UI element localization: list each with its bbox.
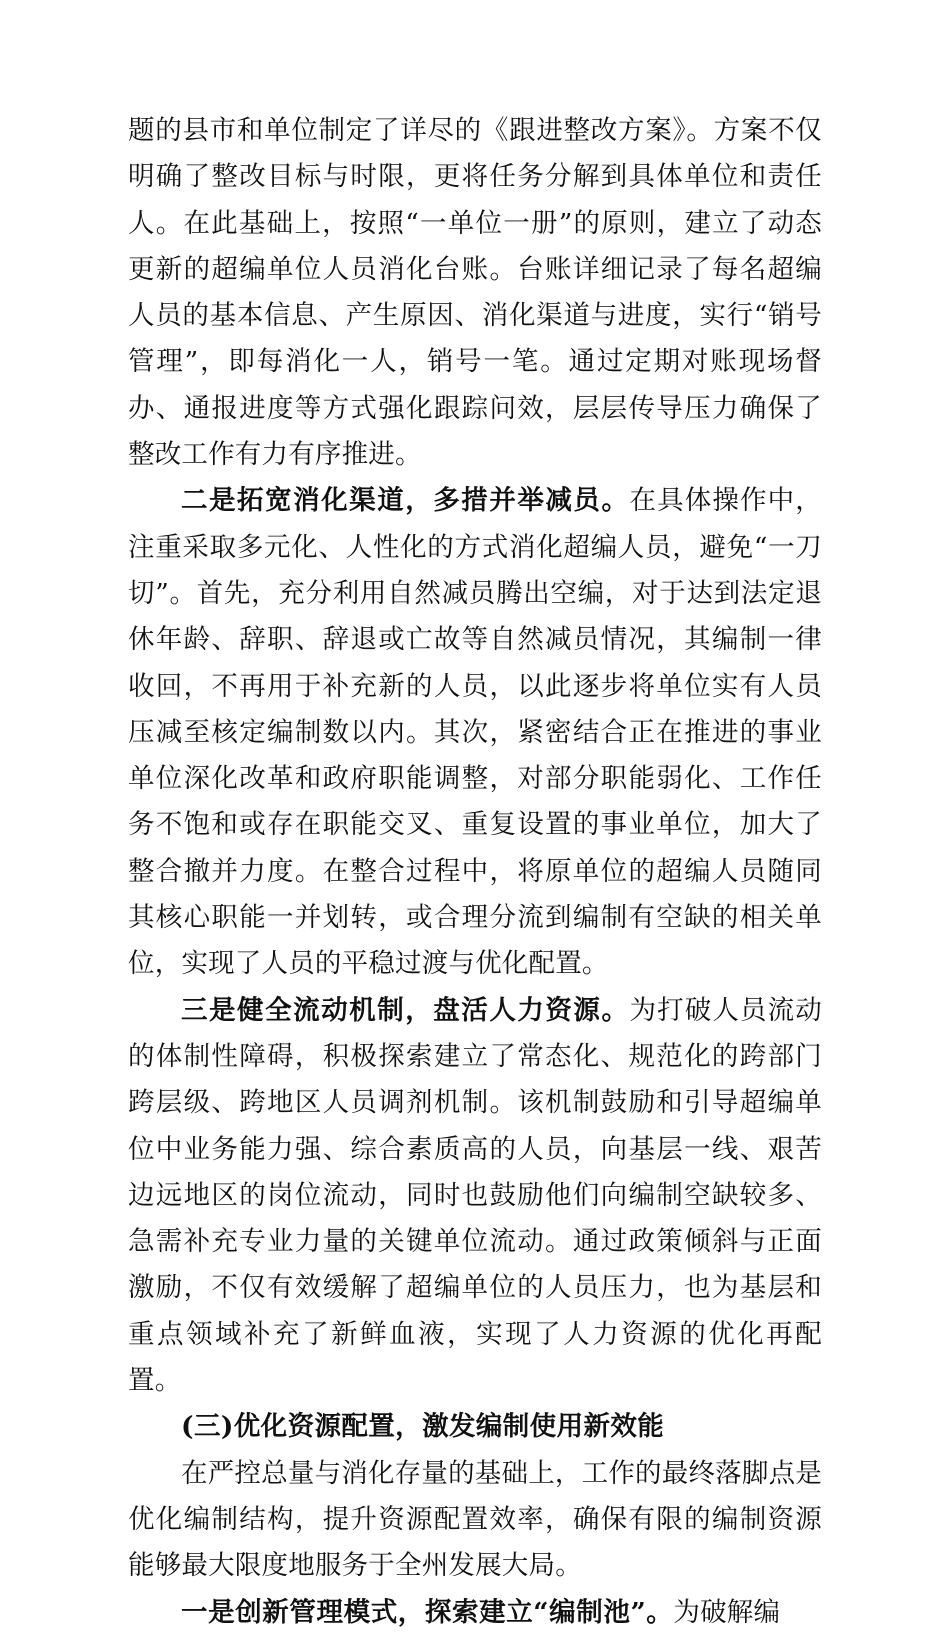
paragraph-text: 题的县市和单位制定了详尽的《跟进整改方案》。方案不仅明确了整改目标与时限，更将任务分解到具体单位和责任人。在此基础上，按照“一单位一册”的原则，建立了动态更新的超编单位人员消化台账。台账详细记录了每名超编人员的基本信息、产生原因、消化渠道与进度，实行“销号管理”，即每消化一人，销号一笔。通过定期对账现场督办、通报进度等方式强化跟踪问效，层层传导压力确保了整改工作有力有序推进。 bbox=[128, 115, 822, 471]
paragraph-lead: 二是拓宽消化渠道，多措并举减员。 bbox=[181, 485, 630, 517]
paragraph-lead: 三是健全流动机制，盘活人力资源。 bbox=[181, 994, 630, 1026]
paragraph-point-three bbox=[128, 988, 822, 1405]
paragraph-point-two bbox=[128, 478, 822, 987]
paragraph-section-intro bbox=[128, 1451, 822, 1590]
paragraph-lead: 一是创新管理模式，探索建立“编制池”。 bbox=[181, 1596, 674, 1628]
section-heading bbox=[128, 1404, 822, 1450]
paragraph-continuation bbox=[128, 108, 822, 478]
paragraph-text: 为破解编 bbox=[673, 1596, 781, 1628]
paragraph-point-one bbox=[128, 1590, 822, 1636]
document-body bbox=[128, 108, 822, 1636]
paragraph-text: 为打破人员流动的体制性障碍，积极探索建立了常态化、规范化的跨部门跨层级、跨地区人员调剂机制。该机制鼓励和引导超编单位中业务能力强、综合素质高的人员，向基层一线、艰苦边远地区的岗位流动，同时也鼓励他们向编制空缺较多、急需补充专业力量的关键单位流动。通过政策倾斜与正面激励，不仅有效缓解了超编单位的人员压力，也为基层和重点领域补充了新鲜血液，实现了人力资源的优化再配置。 bbox=[128, 994, 822, 1397]
paragraph-text: 在具体操作中，注重采取多元化、人性化的方式消化超编人员，避免“一刀切”。首先，充分利用自然减员腾出空编，对于达到法定退休年龄、辞职、辞退或亡故等自然减员情况，其编制一律收回，不再用于补充新的人员，以此逐步将单位实有人员压减至核定编制数以内。其次，紧密结合正在推进的事业单位深化改革和政府职能调整，对部分职能弱化、工作任务不饱和或存在职能交叉、重复设置的事业单位，加大了整合撤并力度。在整合过程中，将原单位的超编人员随同其核心职能一并划转，或合理分流到编制有空缺的相关单位，实现了人员的平稳过渡与优化配置。 bbox=[128, 485, 822, 980]
section-heading-text: (三)优化资源配置，激发编制使用新效能 bbox=[181, 1411, 665, 1443]
paragraph-text: 在严控总量与消化存量的基础上，工作的最终落脚点是优化编制结构，提升资源配置效率，确保有限的编制资源能够最大限度地服务于全州发展大局。 bbox=[128, 1457, 822, 1582]
